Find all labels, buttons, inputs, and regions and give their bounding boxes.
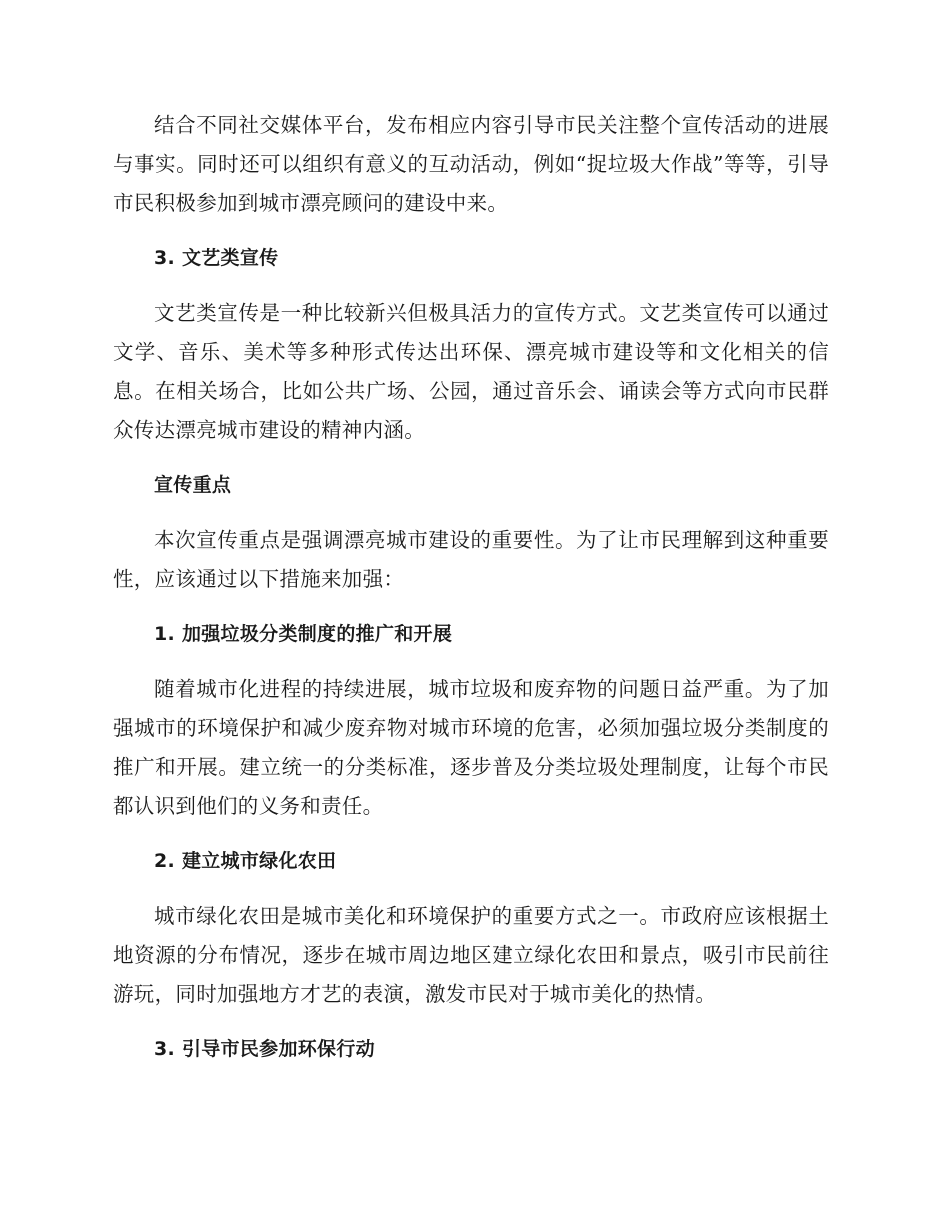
spacer xyxy=(113,278,829,294)
document-page xyxy=(113,106,829,1069)
paragraph-arts-promotion: 文艺类宣传是一种比较新兴但极具活力的宣传方式。文艺类宣传可以通过文学、音乐、美术等多种形式传达出环保、漂亮城市建设等和文化相关的信息。在相关场合，比如公共广场、公园，通过音乐会、诵读会等方式向市民群众传达漂亮城市建设的精神内涵。 xyxy=(113,301,829,442)
heading-waste-sorting: 1. 加强垃圾分类制度的推广和开展 xyxy=(154,623,453,645)
spacer xyxy=(113,654,829,670)
paragraph-waste-sorting: 随着城市化进程的持续进展，城市垃圾和废弃物的问题日益严重。为了加强城市的环境保护和减少废弃物对城市环境的危害，必须加强垃圾分类制度的推广和开展。建立统一的分类标准，逐步普及分类垃圾处理制度，让每个市民都认识到他们的义务和责任。 xyxy=(113,677,829,818)
heading-environmental-action: 3. 引导市民参加环保行动 xyxy=(154,1038,375,1060)
spacer xyxy=(113,450,829,466)
spacer xyxy=(113,826,829,842)
spacer xyxy=(113,505,829,521)
paragraph-green-farmland: 城市绿化农田是城市美化和环境保护的重要方式之一。市政府应该根据土地资源的分布情况，逐步在城市周边地区建立绿化农田和景点，吸引市民前往游玩，同时加强地方才艺的表演，激发市民对于城市美化的热情。 xyxy=(113,904,829,1006)
spacer xyxy=(113,1014,829,1030)
spacer xyxy=(113,223,829,239)
paragraph-promotion-focus: 本次宣传重点是强调漂亮城市建设的重要性。为了让市民理解到这种重要性，应该通过以下措施来加强： xyxy=(113,528,829,591)
spacer xyxy=(113,599,829,615)
heading-green-farmland: 2. 建立城市绿化农田 xyxy=(154,850,337,872)
heading-arts-promotion: 3. 文艺类宣传 xyxy=(154,247,279,269)
spacer xyxy=(113,881,829,897)
heading-promotion-focus: 宣传重点 xyxy=(154,474,232,496)
paragraph-social-media: 结合不同社交媒体平台，发布相应内容引导市民关注整个宣传活动的进展与事实。同时还可以组织有意义的互动活动，例如“捉垃圾大作战”等等，引导市民积极参加到城市漂亮顾问的建设中来。 xyxy=(113,113,829,215)
